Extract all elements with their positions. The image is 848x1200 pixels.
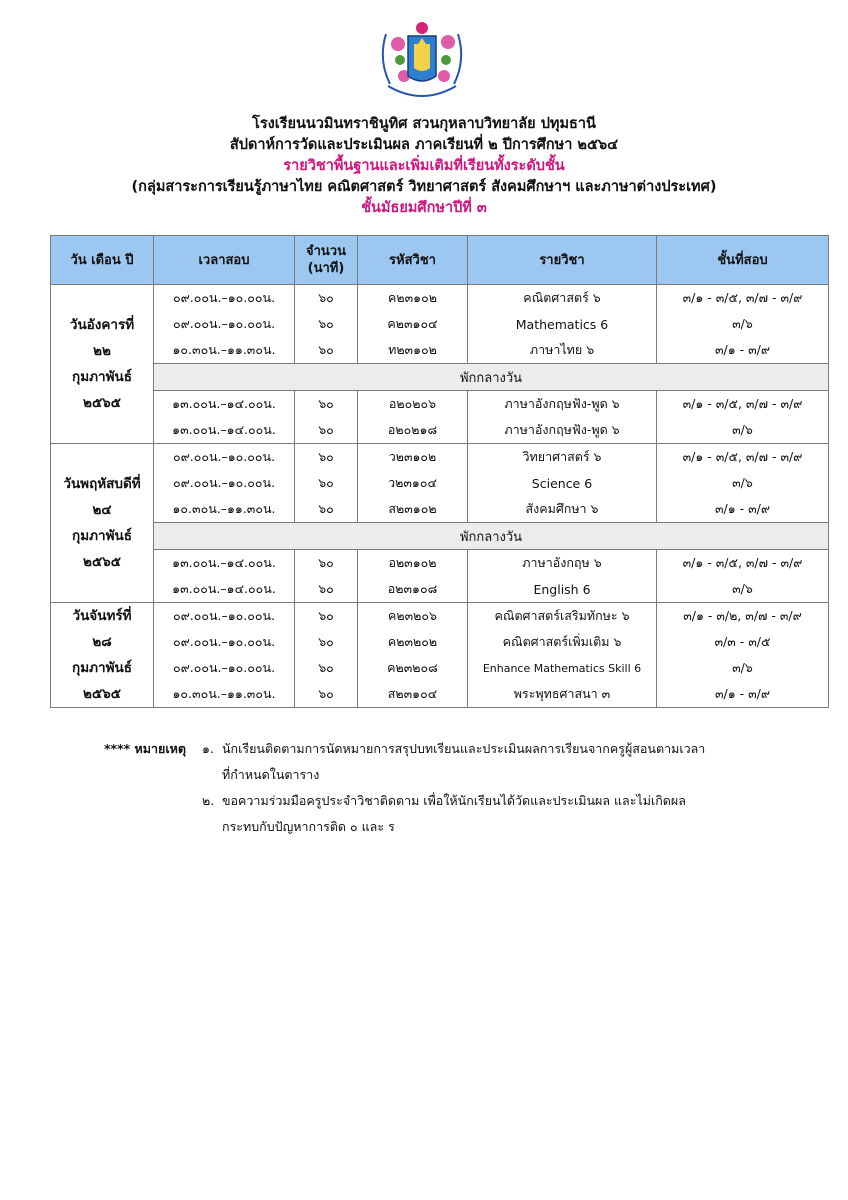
cell-subject: ภาษาไทย ๖ (468, 337, 657, 364)
cell-time: ๐๙.๐๐น.–๑๐.๐๐น. (154, 311, 295, 337)
table-row (51, 603, 829, 630)
cell-minutes: ๖๐ (295, 550, 358, 577)
subtitle: รายวิชาพื้นฐานและเพิ่มเติมที่เรียนทั้งระดับชั้น (283, 158, 565, 174)
cell-minutes: ๖๐ (295, 337, 358, 364)
cell-code: ว๒๓๑๐๒ (358, 444, 468, 471)
table-row (51, 576, 829, 603)
cell-subject: Mathematics 6 (468, 311, 657, 337)
cell-room: ๓/๑ - ๓/๙ (657, 337, 829, 364)
cell-minutes: ๖๐ (295, 470, 358, 496)
header-day: วัน เดือน ปี (51, 236, 154, 285)
cell-time: ๑๓.๐๐น.–๑๔.๐๐น. (154, 550, 295, 577)
cell-subject: คณิตศาสตร์เสริมทักษะ ๖ (468, 603, 657, 630)
cell-subject: Science 6 (468, 470, 657, 496)
cell-time: ๑๐.๓๐น.–๑๑.๓๐น. (154, 337, 295, 364)
cell-subject: ภาษาอังกฤษฟัง-พูด ๖ (468, 417, 657, 444)
cell-minutes: ๖๐ (295, 311, 358, 337)
school-logo (370, 14, 474, 104)
cell-code: ค๒๓๒๐๒ (358, 629, 468, 655)
day-cell (51, 444, 154, 603)
cell-minutes: ๖๐ (295, 417, 358, 444)
cell-time: ๑๐.๓๐น.–๑๑.๓๐น. (154, 681, 295, 708)
cell-time: ๐๙.๐๐น.–๑๐.๐๐น. (154, 470, 295, 496)
cell-room: ๓/๖ (657, 417, 829, 444)
cell-room: ๓/๖ (657, 655, 829, 681)
day-month: กุมภาพันธ์ (72, 369, 132, 385)
cell-room: ๓/๖ (657, 311, 829, 337)
cell-subject: Enhance Mathematics Skill 6 (468, 655, 657, 681)
table-header-row (51, 236, 829, 285)
note-text-continued: กระทบกับปัญหาการติด ๐ และ ร (222, 819, 395, 834)
table-row (51, 629, 829, 655)
cell-code: ว๒๓๑๐๔ (358, 470, 468, 496)
cell-minutes: ๖๐ (295, 285, 358, 312)
table-row (51, 417, 829, 444)
day-month: กุมภาพันธ์ (72, 528, 132, 544)
cell-room: ๓/๑ - ๓/๕, ๓/๗ - ๓/๙ (657, 550, 829, 577)
header-subject: รายวิชา (468, 236, 657, 285)
note-body (202, 736, 804, 788)
grade-level: ชั้นมัธยมศึกษาปีที่ ๓ (361, 200, 487, 216)
header-minutes: จำนวน (นาที) (295, 236, 358, 285)
cell-subject: ภาษาอังกฤษ ๖ (468, 550, 657, 577)
cell-time: ๐๙.๐๐น.–๑๐.๐๐น. (154, 444, 295, 471)
day-name: วันจันทร์ที่ (72, 608, 132, 624)
day-year: ๒๕๖๕ (83, 686, 121, 702)
cell-minutes: ๖๐ (295, 444, 358, 471)
note-number: ๒. (202, 793, 215, 808)
day-name: วันพฤหัสบดีที่ (63, 476, 141, 492)
subject-groups: (กลุ่มสาระการเรียนรู้ภาษาไทย คณิตศาสตร์ วิทยาศาสตร์ สังคมศึกษาฯ และภาษาต่างประเทศ) (131, 179, 717, 195)
cell-code: ค๒๓๒๐๖ (358, 603, 468, 630)
cell-room: ๓/๑ - ๓/๕, ๓/๗ - ๓/๙ (657, 285, 829, 312)
table-row (51, 470, 829, 496)
cell-code: อ๒๓๑๐๘ (358, 576, 468, 603)
cell-minutes: ๖๐ (295, 629, 358, 655)
note-text: นักเรียนติดตามการนัดหมายการสรุปบทเรียนและประเมินผลการเรียนจากครูผู้สอนตามเวลา (222, 741, 706, 756)
cell-minutes: ๖๐ (295, 681, 358, 708)
cell-time: ๐๙.๐๐น.–๑๐.๐๐น. (154, 655, 295, 681)
notes-label: **** หมายเหตุ (104, 741, 186, 756)
header-time: เวลาสอบ (154, 236, 295, 285)
lunch-row (51, 364, 829, 391)
table-row (51, 496, 829, 523)
cell-time: ๑๓.๐๐น.–๑๔.๐๐น. (154, 576, 295, 603)
exam-schedule-table (50, 235, 829, 708)
cell-minutes: ๖๐ (295, 496, 358, 523)
table-row (51, 337, 829, 364)
note-body (202, 788, 804, 840)
cell-subject: English 6 (468, 576, 657, 603)
cell-subject: พระพุทธศาสนา ๓ (468, 681, 657, 708)
day-year: ๒๕๖๕ (83, 395, 121, 411)
cell-room: ๓/๖ (657, 576, 829, 603)
cell-code: ส๒๓๑๐๒ (358, 496, 468, 523)
lunch-break: พักกลางวัน (154, 364, 829, 391)
cell-subject: สังคมศึกษา ๖ (468, 496, 657, 523)
cell-room: ๓/๑ - ๓/๕, ๓/๗ - ๓/๙ (657, 391, 829, 418)
cell-code: อ๒๐๒๑๘ (358, 417, 468, 444)
cell-time: ๐๙.๐๐น.–๑๐.๐๐น. (154, 603, 295, 630)
cell-minutes: ๖๐ (295, 391, 358, 418)
cell-subject: คณิตศาสตร์เพิ่มเติม ๖ (468, 629, 657, 655)
lunch-row (51, 523, 829, 550)
day-month: กุมภาพันธ์ (72, 660, 132, 676)
cell-minutes: ๖๐ (295, 603, 358, 630)
note-number: ๑. (202, 741, 214, 756)
note-item (104, 788, 804, 840)
header-code: รหัสวิชา (358, 236, 468, 285)
cell-minutes: ๖๐ (295, 576, 358, 603)
cell-code: ค๒๓๒๐๘ (358, 655, 468, 681)
cell-room: ๓/๑ - ๓/๙ (657, 681, 829, 708)
cell-room: ๓/๑ - ๓/๙ (657, 496, 829, 523)
school-name: โรงเรียนนวมินทราชินูทิศ สวนกุหลาบวิทยาลัย ปทุมธานี (252, 116, 596, 132)
cell-time: ๑๓.๐๐น.–๑๔.๐๐น. (154, 417, 295, 444)
table-row (51, 655, 829, 681)
cell-time: ๑๐.๓๐น.–๑๑.๓๐น. (154, 496, 295, 523)
cell-code: ท๒๓๑๐๒ (358, 337, 468, 364)
note-item (104, 736, 804, 788)
cell-code: ค๒๓๑๐๒ (358, 285, 468, 312)
note-text: ขอความร่วมมือครูประจำวิชาติดตาม เพื่อให้นักเรียนได้วัดและประเมินผล และไม่เกิดผล (222, 793, 686, 808)
note-text-continued: ที่กำหนดในตาราง (222, 767, 320, 782)
day-name: วันอังคารที่ (69, 317, 135, 333)
day-cell (51, 603, 154, 708)
lunch-break: พักกลางวัน (154, 523, 829, 550)
cell-code: ค๒๓๑๐๔ (358, 311, 468, 337)
cell-room: ๓/๓ - ๓/๕ (657, 629, 829, 655)
cell-time: ๐๙.๐๐น.–๑๐.๐๐น. (154, 285, 295, 312)
table-row (51, 311, 829, 337)
document-heading (0, 114, 848, 219)
table-row (51, 681, 829, 708)
notes-section (104, 736, 804, 840)
assessment-week: สัปดาห์การวัดและประเมินผล ภาคเรียนที่ ๒ ปีการศึกษา ๒๕๖๔ (229, 137, 619, 153)
cell-subject: ภาษาอังกฤษฟัง-พูด ๖ (468, 391, 657, 418)
day-date: ๒๘ (92, 634, 112, 650)
day-year: ๒๕๖๕ (83, 554, 121, 570)
day-date: ๒๒ (93, 343, 111, 359)
table-row (51, 285, 829, 312)
cell-room: ๓/๑ - ๓/๕, ๓/๗ - ๓/๙ (657, 444, 829, 471)
table-row (51, 550, 829, 577)
cell-subject: วิทยาศาสตร์ ๖ (468, 444, 657, 471)
cell-code: อ๒๐๒๐๖ (358, 391, 468, 418)
table-row (51, 444, 829, 471)
cell-time: ๑๓.๐๐น.–๑๔.๐๐น. (154, 391, 295, 418)
day-date: ๒๔ (92, 502, 112, 518)
table-row (51, 391, 829, 418)
cell-minutes: ๖๐ (295, 655, 358, 681)
header-room: ชั้นที่สอบ (657, 236, 829, 285)
cell-room: ๓/๑ - ๓/๒, ๓/๗ - ๓/๙ (657, 603, 829, 630)
cell-subject: คณิตศาสตร์ ๖ (468, 285, 657, 312)
cell-code: อ๒๓๑๐๒ (358, 550, 468, 577)
cell-time: ๐๙.๐๐น.–๑๐.๐๐น. (154, 629, 295, 655)
day-cell (51, 285, 154, 444)
cell-room: ๓/๖ (657, 470, 829, 496)
cell-code: ส๒๓๑๐๔ (358, 681, 468, 708)
